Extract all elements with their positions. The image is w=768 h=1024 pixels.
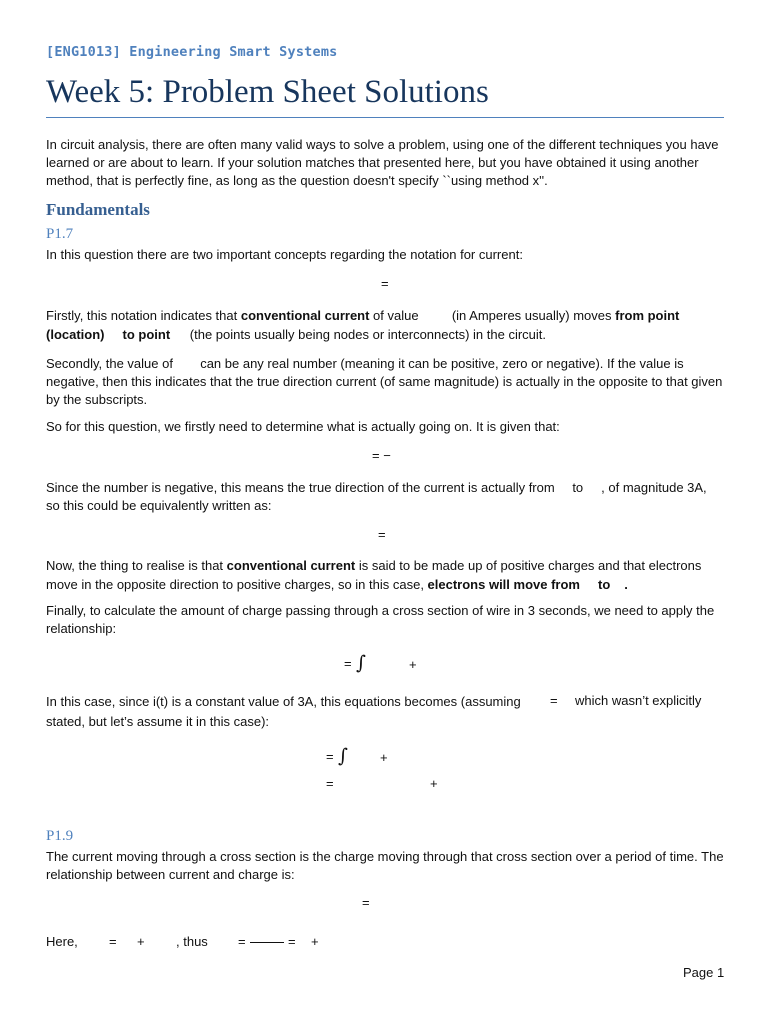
p17-now-line1: Now, the thing to realise is that conventional current is said to be made up of positive charges and that electrons <box>46 558 702 573</box>
p17-firstly-line1: Firstly, this notation indicates that conventional current of value (in Amperes usually) moves from point <box>46 308 680 323</box>
p17-incase-line2: stated, but let’s assume it in this case): <box>46 714 270 729</box>
problem-heading-p1-9: P1.9 <box>46 828 74 844</box>
equation-equivalent-current: = <box>378 527 386 542</box>
section-heading-fundamentals: Fundamentals <box>46 200 150 219</box>
page-number: Page 1 <box>683 965 725 980</box>
p17-finally-paragraph: Finally, to calculate the amount of charge passing through a cross section of wire in 3 seconds, we need to apply the relationship: <box>46 603 715 636</box>
equation-result-plus: + <box>430 776 438 791</box>
p19-here-eq2: = <box>238 934 246 949</box>
equation-constant-integral-plus: + <box>380 750 388 765</box>
equation-given-current: = − <box>372 448 391 463</box>
p17-secondly-paragraph: Secondly, the value of can be any real number (meaning it can be positive, zero or negative). If the value is negative, then this indicates that the true direction current (of same magnitude) is actually in the opposite to that given by the subscripts. <box>46 356 723 407</box>
p19-here-thus: , thus <box>176 934 208 949</box>
p17-incase-line1: In this case, since i(t) is a constant value of 3A, this equations becomes (assuming <box>46 694 521 709</box>
p17-intro-line: In this question there are two important concepts regarding the notation for current: <box>46 247 523 262</box>
page-title: Week 5: Problem Sheet Solutions <box>46 74 489 110</box>
equation-result-eq: = <box>326 776 334 791</box>
course-label: [ENG1013] Engineering Smart Systems <box>46 44 338 60</box>
p17-since-line1: Since the number is negative, this means the true direction of the current is actually from to , of magnitude 3A, <box>46 480 707 495</box>
p19-here-label: Here, <box>46 934 78 949</box>
integral-symbol: ∫ <box>356 652 366 674</box>
p19-here-eq3: = <box>288 934 296 949</box>
p19-here-plus1: + <box>137 934 145 949</box>
equation-current-charge: = <box>362 895 370 910</box>
equation-current-notation: = <box>381 276 389 291</box>
p19-here-plus2: + <box>311 934 319 949</box>
equation-charge-integral-plus: + <box>409 657 417 672</box>
p17-firstly-line2: (location) to point (the points usually being nodes or interconnects) in the circuit. <box>46 327 547 342</box>
fraction-bar <box>250 942 284 943</box>
intro-paragraph: In circuit analysis, there are often many valid ways to solve a problem, using one of the different techniques you have learned or are about to learn. If your solution matches that presented here, but you have obtained it using another method, that is perfectly fine, as long as the question doesn't specify ``using method x''. <box>46 137 719 188</box>
p19-paragraph: The current moving through a cross section is the charge moving through that cross section over a period of time. The relationship between current and charge is: <box>46 849 724 882</box>
p17-so-line: So for this question, we firstly need to determine what is actually going on. It is given that: <box>46 419 560 434</box>
p17-since-line2: so this could be equivalently written as: <box>46 498 272 513</box>
p19-here-eq1: = <box>109 934 117 949</box>
incase-equals: = <box>550 693 558 708</box>
problem-heading-p1-7: P1.7 <box>46 226 74 242</box>
title-divider <box>46 117 724 118</box>
equation-charge-integral-eq: = <box>344 656 352 671</box>
incase-tail: which wasn’t explicitly <box>575 693 702 708</box>
p17-now-line2: move in the opposite direction to positive charges, so in this case, electrons will move from to . <box>46 577 628 592</box>
integral-symbol-2: ∫ <box>338 745 348 767</box>
equation-constant-integral-eq: = <box>326 749 334 764</box>
